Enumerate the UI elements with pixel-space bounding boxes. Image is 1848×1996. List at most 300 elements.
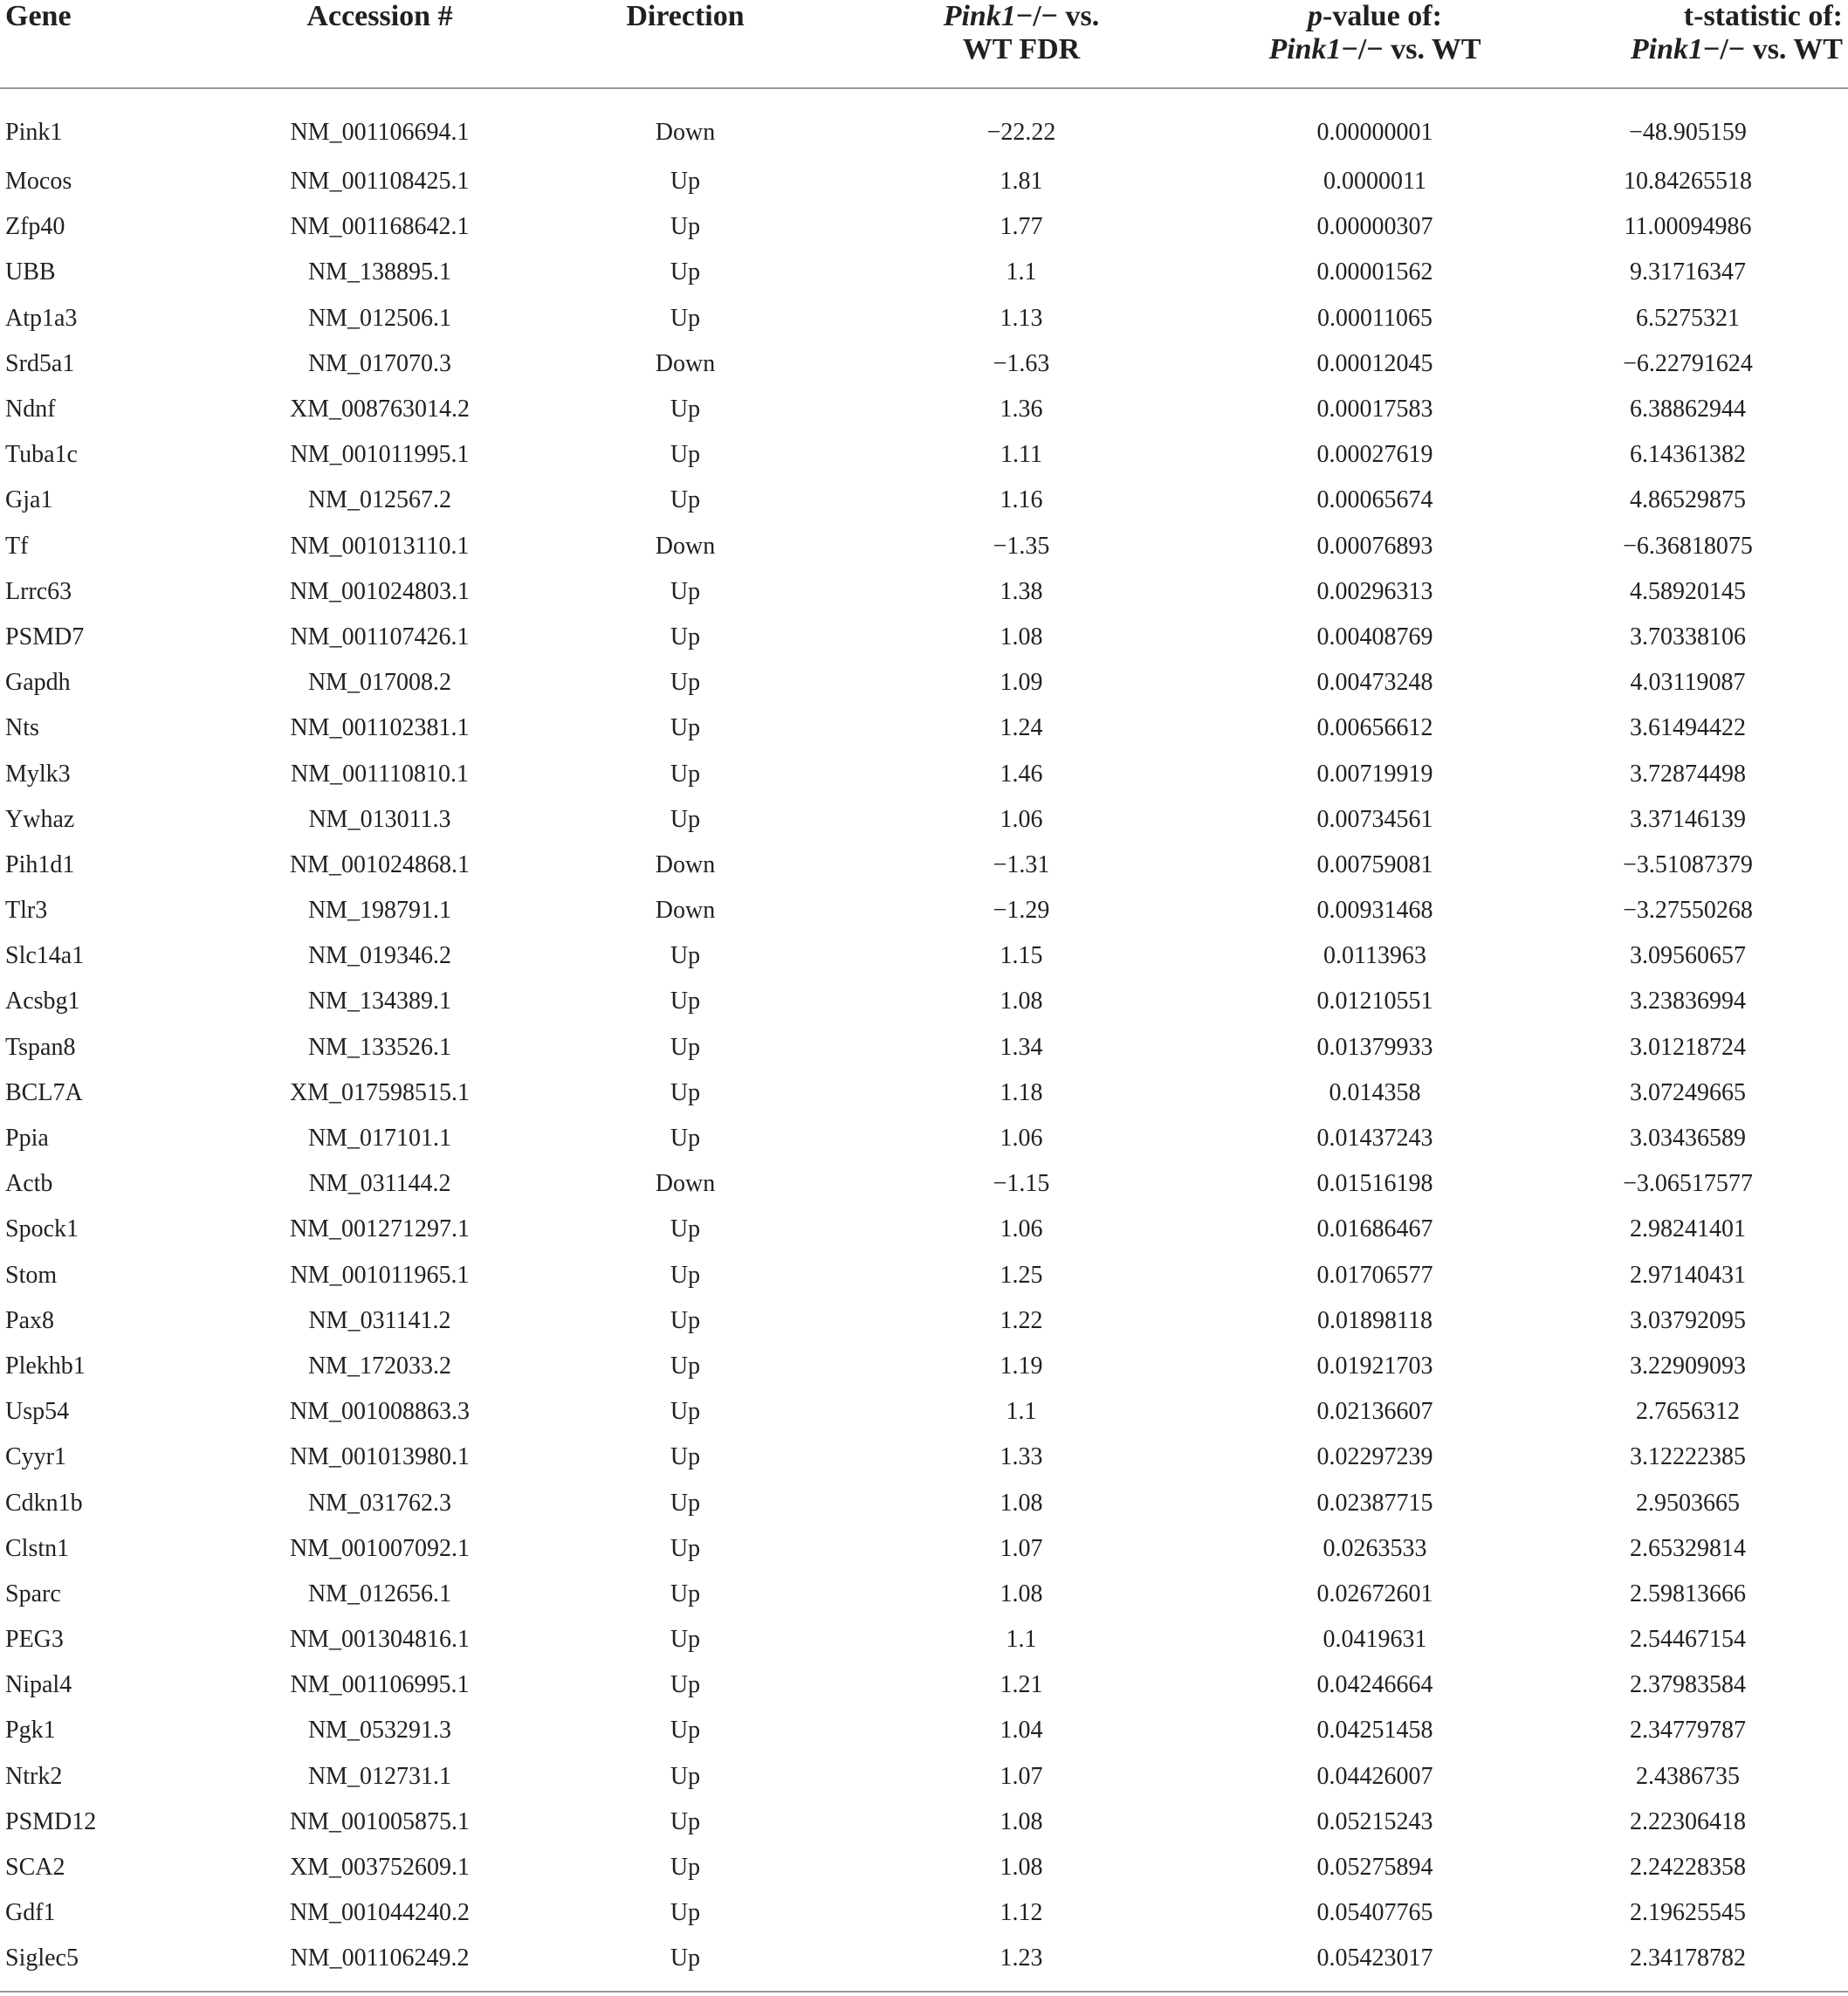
cell-gene: Pink1 bbox=[5, 119, 63, 146]
table-row bbox=[0, 341, 1848, 387]
cell-pvalue: 0.0113963 bbox=[1323, 942, 1426, 970]
table-row bbox=[0, 843, 1848, 888]
cell-fdr: 1.08 bbox=[1000, 623, 1043, 650]
table-row bbox=[0, 751, 1848, 796]
header-fdr-line2: WT FDR bbox=[962, 33, 1081, 65]
table-row bbox=[0, 1572, 1848, 1617]
cell-pvalue: 0.00027619 bbox=[1316, 441, 1433, 469]
cell-fdr: 1.07 bbox=[1000, 1762, 1043, 1790]
header-pvalue-gene: Pink1 bbox=[1268, 33, 1342, 65]
cell-accession: NM_001044240.2 bbox=[289, 1899, 471, 1927]
table-row bbox=[0, 1936, 1848, 1981]
cell-gene: Ndnf bbox=[5, 396, 56, 423]
cell-accession: NM_001011995.1 bbox=[290, 441, 470, 469]
cell-pvalue: 0.01437243 bbox=[1316, 1125, 1433, 1153]
cell-tstat: 3.07249665 bbox=[1630, 1078, 1746, 1106]
cell-fdr: 1.46 bbox=[1000, 760, 1043, 788]
cell-direction: Up bbox=[670, 1717, 701, 1745]
cell-pvalue: 0.00017583 bbox=[1316, 396, 1433, 423]
cell-tstat: 6.5275321 bbox=[1636, 304, 1740, 332]
cell-pvalue: 0.05275894 bbox=[1316, 1854, 1433, 1882]
cell-accession: NM_017070.3 bbox=[307, 349, 452, 377]
cell-tstat: −6.22791624 bbox=[1623, 349, 1753, 377]
cell-gene: Acsbg1 bbox=[5, 988, 80, 1015]
cell-direction: Up bbox=[670, 760, 701, 788]
cell-gene: Tuba1c bbox=[5, 441, 78, 469]
header-direction: Direction bbox=[550, 0, 821, 88]
table-row bbox=[0, 1662, 1848, 1708]
cell-fdr: −22.22 bbox=[986, 119, 1056, 146]
cell-tstat: 10.84265518 bbox=[1624, 168, 1752, 196]
cell-fdr: 1.08 bbox=[1000, 1489, 1043, 1517]
cell-direction: Up bbox=[670, 1899, 701, 1927]
cell-direction: Up bbox=[670, 1626, 701, 1654]
cell-fdr: 1.16 bbox=[1000, 486, 1043, 514]
cell-gene: Clstn1 bbox=[5, 1534, 70, 1562]
header-gene: Gene bbox=[0, 0, 210, 88]
cell-tstat: −3.51087379 bbox=[1623, 850, 1753, 878]
table-row bbox=[0, 1435, 1848, 1480]
cell-fdr: 1.21 bbox=[1000, 1671, 1043, 1699]
cell-direction: Up bbox=[670, 1534, 701, 1562]
cell-fdr: 1.07 bbox=[1000, 1534, 1043, 1562]
table-row bbox=[0, 432, 1848, 478]
cell-gene: Tspan8 bbox=[5, 1033, 76, 1061]
cell-tstat: 3.72874498 bbox=[1630, 760, 1746, 788]
header-row bbox=[0, 0, 1848, 88]
cell-fdr: 1.04 bbox=[1000, 1717, 1043, 1745]
cell-fdr: −1.29 bbox=[993, 897, 1050, 925]
cell-gene: Plekhb1 bbox=[5, 1352, 86, 1380]
cell-tstat: 2.24228358 bbox=[1630, 1854, 1746, 1882]
cell-accession: NM_001106694.1 bbox=[290, 119, 470, 146]
cell-tstat: −3.06517577 bbox=[1623, 1170, 1753, 1198]
cell-fdr: 1.09 bbox=[1000, 669, 1043, 697]
cell-direction: Down bbox=[655, 532, 716, 560]
cell-tstat: −3.27550268 bbox=[1623, 897, 1753, 925]
cell-gene: Usp54 bbox=[5, 1398, 70, 1426]
table-row bbox=[0, 1800, 1848, 1845]
cell-tstat: 3.37146139 bbox=[1630, 805, 1746, 833]
cell-accession: NM_001106249.2 bbox=[290, 1944, 470, 1972]
cell-pvalue: 0.00000307 bbox=[1316, 213, 1433, 241]
cell-gene: Srd5a1 bbox=[5, 349, 75, 377]
table-row bbox=[0, 88, 1848, 159]
table-row bbox=[0, 1025, 1848, 1070]
cell-gene: Lrrc63 bbox=[5, 577, 72, 605]
cell-gene: Pax8 bbox=[5, 1306, 54, 1334]
cell-fdr: 1.06 bbox=[1000, 1125, 1043, 1153]
cell-direction: Up bbox=[670, 1489, 701, 1517]
table-row bbox=[0, 1526, 1848, 1572]
cell-gene: Slc14a1 bbox=[5, 942, 85, 970]
table-row bbox=[0, 1344, 1848, 1389]
cell-tstat: 3.70338106 bbox=[1630, 623, 1746, 650]
cell-fdr: 1.38 bbox=[1000, 577, 1043, 605]
cell-gene: Zfp40 bbox=[5, 213, 65, 241]
cell-accession: NM_001013980.1 bbox=[289, 1443, 471, 1471]
cell-accession: NM_013011.3 bbox=[308, 805, 451, 833]
cell-accession: NM_012506.1 bbox=[307, 304, 452, 332]
cell-direction: Up bbox=[670, 1033, 701, 1061]
cell-tstat: 2.7656312 bbox=[1636, 1398, 1740, 1426]
cell-gene: BCL7A bbox=[5, 1078, 83, 1106]
cell-tstat: 6.14361382 bbox=[1630, 441, 1746, 469]
table-row bbox=[0, 1480, 1848, 1525]
cell-fdr: 1.1 bbox=[1006, 1398, 1037, 1426]
table-row bbox=[0, 1890, 1848, 1936]
cell-accession: XM_003752609.1 bbox=[289, 1854, 471, 1882]
cell-fdr: −1.35 bbox=[993, 532, 1050, 560]
cell-gene: PSMD7 bbox=[5, 623, 85, 650]
cell-gene: Gapdh bbox=[5, 669, 71, 697]
cell-direction: Up bbox=[670, 1671, 701, 1699]
cell-fdr: 1.23 bbox=[1000, 1944, 1043, 1972]
cell-tstat: 4.58920145 bbox=[1630, 577, 1746, 605]
cell-gene: Sparc bbox=[5, 1580, 61, 1607]
cell-gene: Gdf1 bbox=[5, 1899, 56, 1927]
cell-tstat: 2.59813666 bbox=[1630, 1580, 1746, 1607]
cell-gene: UBB bbox=[5, 258, 56, 286]
cell-accession: NM_001106995.1 bbox=[290, 1671, 470, 1699]
cell-gene: Mylk3 bbox=[5, 760, 71, 788]
table-row bbox=[0, 1207, 1848, 1252]
cell-gene: Pih1d1 bbox=[5, 850, 75, 878]
cell-accession: NM_001110810.1 bbox=[290, 760, 470, 788]
cell-pvalue: 0.02387715 bbox=[1316, 1489, 1433, 1517]
cell-pvalue: 0.05407765 bbox=[1316, 1899, 1433, 1927]
table-row bbox=[0, 933, 1848, 979]
table-row bbox=[0, 159, 1848, 204]
cell-tstat: 2.98241401 bbox=[1630, 1215, 1746, 1243]
cell-tstat: 6.38862944 bbox=[1630, 396, 1746, 423]
cell-gene: Mocos bbox=[5, 168, 72, 196]
cell-fdr: 1.36 bbox=[1000, 396, 1043, 423]
cell-fdr: 1.25 bbox=[1000, 1261, 1043, 1289]
cell-direction: Up bbox=[670, 1398, 701, 1426]
table-row bbox=[0, 569, 1848, 615]
cell-accession: NM_001007092.1 bbox=[289, 1534, 471, 1562]
cell-accession: NM_001005875.1 bbox=[289, 1807, 471, 1835]
cell-gene: Ntrk2 bbox=[5, 1762, 63, 1790]
cell-pvalue: 0.00076893 bbox=[1316, 532, 1433, 560]
cell-pvalue: 0.02297239 bbox=[1316, 1443, 1433, 1471]
cell-accession: NM_138895.1 bbox=[307, 258, 452, 286]
header-pvalue-line2: −/− vs. WT bbox=[1341, 33, 1481, 65]
cell-pvalue: 0.02136607 bbox=[1316, 1398, 1433, 1426]
table-row bbox=[0, 250, 1848, 295]
cell-direction: Up bbox=[670, 1261, 701, 1289]
cell-pvalue: 0.01898118 bbox=[1317, 1306, 1432, 1334]
table-body bbox=[0, 88, 1848, 1982]
cell-fdr: 1.08 bbox=[1000, 1580, 1043, 1607]
cell-direction: Down bbox=[655, 1170, 716, 1198]
cell-pvalue: 0.00296313 bbox=[1316, 577, 1433, 605]
cell-direction: Up bbox=[670, 577, 701, 605]
cell-accession: NM_001008863.3 bbox=[289, 1398, 471, 1426]
cell-accession: NM_031762.3 bbox=[307, 1489, 452, 1517]
cell-direction: Down bbox=[655, 897, 716, 925]
cell-accession: NM_134389.1 bbox=[307, 988, 452, 1015]
table-row bbox=[0, 1617, 1848, 1662]
cell-gene: Cdkn1b bbox=[5, 1489, 83, 1517]
cell-accession: XM_008763014.2 bbox=[289, 396, 471, 423]
cell-direction: Up bbox=[670, 1215, 701, 1243]
cell-pvalue: 0.00473248 bbox=[1316, 669, 1433, 697]
cell-gene: Ppia bbox=[5, 1125, 49, 1153]
table-row bbox=[0, 1116, 1848, 1161]
cell-gene: Cyyr1 bbox=[5, 1443, 66, 1471]
cell-accession: NM_198791.1 bbox=[307, 897, 452, 925]
cell-pvalue: 0.00759081 bbox=[1316, 850, 1433, 878]
cell-pvalue: 0.00011065 bbox=[1317, 304, 1432, 332]
cell-direction: Up bbox=[670, 1306, 701, 1334]
cell-tstat: 2.34178782 bbox=[1630, 1944, 1746, 1972]
cell-tstat: 2.19625545 bbox=[1630, 1899, 1746, 1927]
cell-pvalue: 0.02672601 bbox=[1316, 1580, 1433, 1607]
cell-fdr: 1.18 bbox=[1000, 1078, 1043, 1106]
cell-pvalue: 0.00734561 bbox=[1316, 805, 1433, 833]
cell-gene: PEG3 bbox=[5, 1626, 64, 1654]
header-fdr bbox=[821, 0, 1222, 88]
cell-gene: Pgk1 bbox=[5, 1717, 56, 1745]
cell-direction: Up bbox=[670, 1125, 701, 1153]
cell-fdr: 1.08 bbox=[1000, 1807, 1043, 1835]
header-pvalue bbox=[1222, 0, 1528, 88]
cell-accession: NM_001011965.1 bbox=[290, 1261, 470, 1289]
cell-tstat: 9.31716347 bbox=[1630, 258, 1746, 286]
cell-tstat: 11.00094986 bbox=[1624, 213, 1752, 241]
cell-fdr: −1.63 bbox=[993, 349, 1050, 377]
cell-tstat: 2.54467154 bbox=[1630, 1626, 1746, 1654]
table-row bbox=[0, 1389, 1848, 1435]
cell-direction: Up bbox=[670, 1854, 701, 1882]
cell-accession: NM_001013110.1 bbox=[290, 532, 470, 560]
cell-direction: Up bbox=[670, 714, 701, 742]
cell-tstat: 3.01218724 bbox=[1630, 1033, 1746, 1061]
table-row bbox=[0, 1845, 1848, 1890]
header-tstat-line2: −/− vs. WT bbox=[1703, 33, 1843, 65]
header-tstat-line1: t-statistic of: bbox=[1683, 0, 1843, 32]
cell-accession: NM_001107426.1 bbox=[290, 623, 470, 650]
table-row bbox=[0, 524, 1848, 569]
cell-accession: NM_001102381.1 bbox=[290, 714, 470, 742]
cell-pvalue: 0.01706577 bbox=[1316, 1261, 1433, 1289]
table-row bbox=[0, 1754, 1848, 1800]
cell-accession: NM_031141.2 bbox=[308, 1306, 451, 1334]
cell-pvalue: 0.04251458 bbox=[1316, 1717, 1433, 1745]
cell-fdr: 1.13 bbox=[1000, 304, 1043, 332]
cell-fdr: 1.08 bbox=[1000, 988, 1043, 1015]
cell-direction: Down bbox=[655, 119, 716, 146]
cell-gene: Gja1 bbox=[5, 486, 53, 514]
cell-pvalue: 0.01516198 bbox=[1316, 1170, 1433, 1198]
cell-direction: Up bbox=[670, 805, 701, 833]
cell-gene: PSMD12 bbox=[5, 1807, 97, 1835]
cell-accession: NM_019346.2 bbox=[307, 942, 452, 970]
cell-tstat: 2.65329814 bbox=[1630, 1534, 1746, 1562]
cell-fdr: 1.12 bbox=[1000, 1899, 1043, 1927]
table-row bbox=[0, 797, 1848, 843]
cell-pvalue: 0.0419631 bbox=[1322, 1626, 1427, 1654]
cell-direction: Up bbox=[670, 942, 701, 970]
cell-tstat: 3.23836994 bbox=[1630, 988, 1746, 1015]
cell-direction: Up bbox=[670, 1944, 701, 1972]
cell-direction: Up bbox=[670, 988, 701, 1015]
header-tstat bbox=[1528, 0, 1848, 88]
cell-tstat: 3.03792095 bbox=[1630, 1306, 1746, 1334]
cell-tstat: 2.37983584 bbox=[1630, 1671, 1746, 1699]
header-accession: Accession # bbox=[210, 0, 550, 88]
cell-accession: XM_017598515.1 bbox=[289, 1078, 471, 1106]
cell-fdr: 1.24 bbox=[1000, 714, 1043, 742]
cell-tstat: 3.03436589 bbox=[1630, 1125, 1746, 1153]
cell-pvalue: 0.00931468 bbox=[1316, 897, 1433, 925]
cell-pvalue: 0.00719919 bbox=[1316, 760, 1433, 788]
header-fdr-gene: Pink1 bbox=[943, 0, 1016, 32]
cell-pvalue: 0.0000011 bbox=[1323, 168, 1426, 196]
cell-direction: Up bbox=[670, 168, 701, 196]
table-row bbox=[0, 478, 1848, 523]
cell-pvalue: 0.00656612 bbox=[1316, 714, 1433, 742]
cell-accession: NM_012656.1 bbox=[307, 1580, 452, 1607]
table-row bbox=[0, 660, 1848, 705]
cell-fdr: 1.06 bbox=[1000, 805, 1043, 833]
cell-accession: NM_133526.1 bbox=[307, 1033, 452, 1061]
cell-fdr: 1.1 bbox=[1006, 258, 1037, 286]
cell-accession: NM_001024868.1 bbox=[289, 850, 471, 878]
cell-pvalue: 0.0263533 bbox=[1322, 1534, 1427, 1562]
cell-direction: Up bbox=[670, 1078, 701, 1106]
table-header bbox=[0, 0, 1848, 88]
cell-fdr: 1.1 bbox=[1006, 1626, 1037, 1654]
table-row bbox=[0, 979, 1848, 1024]
cell-direction: Up bbox=[670, 623, 701, 650]
cell-direction: Up bbox=[670, 1352, 701, 1380]
cell-fdr: −1.31 bbox=[993, 850, 1050, 878]
table-row bbox=[0, 615, 1848, 660]
cell-direction: Up bbox=[670, 1443, 701, 1471]
cell-direction: Up bbox=[670, 1580, 701, 1607]
cell-pvalue: 0.01921703 bbox=[1316, 1352, 1433, 1380]
cell-accession: NM_001271297.1 bbox=[289, 1215, 471, 1243]
cell-accession: NM_012731.1 bbox=[307, 1762, 452, 1790]
table-row bbox=[0, 1298, 1848, 1344]
cell-gene: Atp1a3 bbox=[5, 304, 78, 332]
cell-fdr: 1.33 bbox=[1000, 1443, 1043, 1471]
cell-pvalue: 0.00012045 bbox=[1316, 349, 1433, 377]
cell-pvalue: 0.04246664 bbox=[1316, 1671, 1433, 1699]
cell-accession: NM_001024803.1 bbox=[289, 577, 471, 605]
table-row bbox=[0, 1161, 1848, 1207]
cell-fdr: 1.15 bbox=[1000, 942, 1043, 970]
cell-tstat: 2.97140431 bbox=[1630, 1261, 1746, 1289]
cell-direction: Up bbox=[670, 1807, 701, 1835]
cell-accession: NM_031144.2 bbox=[308, 1170, 451, 1198]
cell-fdr: 1.19 bbox=[1000, 1352, 1043, 1380]
cell-accession: NM_017008.2 bbox=[307, 669, 452, 697]
table-row bbox=[0, 1708, 1848, 1753]
cell-direction: Up bbox=[670, 486, 701, 514]
cell-fdr: 1.08 bbox=[1000, 1854, 1043, 1882]
cell-tstat: −6.36818075 bbox=[1623, 532, 1753, 560]
cell-accession: NM_053291.3 bbox=[307, 1717, 452, 1745]
cell-fdr: 1.06 bbox=[1000, 1215, 1043, 1243]
cell-tstat: 3.61494422 bbox=[1630, 714, 1746, 742]
cell-pvalue: 0.01379933 bbox=[1316, 1033, 1433, 1061]
cell-direction: Down bbox=[655, 349, 716, 377]
cell-gene: Nipal4 bbox=[5, 1671, 72, 1699]
cell-pvalue: 0.00000001 bbox=[1316, 119, 1433, 146]
cell-pvalue: 0.00408769 bbox=[1316, 623, 1433, 650]
cell-tstat: 2.9503665 bbox=[1636, 1489, 1740, 1517]
cell-pvalue: 0.00001562 bbox=[1316, 258, 1433, 286]
cell-accession: NM_012567.2 bbox=[307, 486, 452, 514]
cell-direction: Up bbox=[670, 1762, 701, 1790]
header-pvalue-p: p bbox=[1308, 0, 1323, 32]
cell-direction: Up bbox=[670, 396, 701, 423]
table-row bbox=[0, 387, 1848, 432]
cell-pvalue: 0.00065674 bbox=[1316, 486, 1433, 514]
cell-pvalue: 0.01686467 bbox=[1316, 1215, 1433, 1243]
cell-gene: Ywhaz bbox=[5, 805, 75, 833]
cell-pvalue: 0.014358 bbox=[1329, 1078, 1421, 1106]
cell-gene: Nts bbox=[5, 714, 39, 742]
cell-fdr: 1.77 bbox=[1000, 213, 1043, 241]
cell-direction: Up bbox=[670, 441, 701, 469]
cell-direction: Down bbox=[655, 850, 716, 878]
cell-gene: Tf bbox=[5, 532, 29, 560]
cell-accession: NM_001108425.1 bbox=[290, 168, 470, 196]
cell-tstat: 4.86529875 bbox=[1630, 486, 1746, 514]
cell-fdr: 1.11 bbox=[1000, 441, 1042, 469]
cell-fdr: 1.22 bbox=[1000, 1306, 1043, 1334]
cell-accession: NM_001168642.1 bbox=[290, 213, 470, 241]
cell-direction: Up bbox=[670, 304, 701, 332]
cell-gene: Siglec5 bbox=[5, 1944, 79, 1972]
header-tstat-gene: Pink1 bbox=[1630, 33, 1703, 65]
table-row bbox=[0, 888, 1848, 933]
cell-direction: Up bbox=[670, 213, 701, 241]
cell-tstat: 3.09560657 bbox=[1630, 942, 1746, 970]
cell-direction: Up bbox=[670, 258, 701, 286]
cell-tstat: −48.905159 bbox=[1629, 119, 1747, 146]
cell-fdr: 1.34 bbox=[1000, 1033, 1043, 1061]
table-row bbox=[0, 296, 1848, 341]
table-row bbox=[0, 1253, 1848, 1298]
cell-gene: SCA2 bbox=[5, 1854, 65, 1882]
cell-tstat: 2.34779787 bbox=[1630, 1717, 1746, 1745]
cell-gene: Tlr3 bbox=[5, 897, 48, 925]
cell-direction: Up bbox=[670, 669, 701, 697]
cell-pvalue: 0.01210551 bbox=[1316, 988, 1433, 1015]
cell-accession: NM_172033.2 bbox=[307, 1352, 452, 1380]
cell-pvalue: 0.04426007 bbox=[1316, 1762, 1433, 1790]
header-fdr-line1: −/− vs. bbox=[1015, 0, 1100, 32]
cell-tstat: 4.03119087 bbox=[1630, 669, 1746, 697]
cell-fdr: −1.15 bbox=[993, 1170, 1050, 1198]
cell-tstat: 2.4386735 bbox=[1636, 1762, 1740, 1790]
cell-fdr: 1.81 bbox=[1000, 168, 1043, 196]
cell-gene: Stom bbox=[5, 1261, 58, 1289]
cell-accession: NM_017101.1 bbox=[307, 1125, 452, 1153]
cell-tstat: 3.22909093 bbox=[1630, 1352, 1746, 1380]
table-row bbox=[0, 1070, 1848, 1116]
cell-gene: Spock1 bbox=[5, 1215, 79, 1243]
cell-accession: NM_001304816.1 bbox=[289, 1626, 471, 1654]
header-pvalue-line1: -value of: bbox=[1322, 0, 1442, 32]
cell-tstat: 2.22306418 bbox=[1630, 1807, 1746, 1835]
